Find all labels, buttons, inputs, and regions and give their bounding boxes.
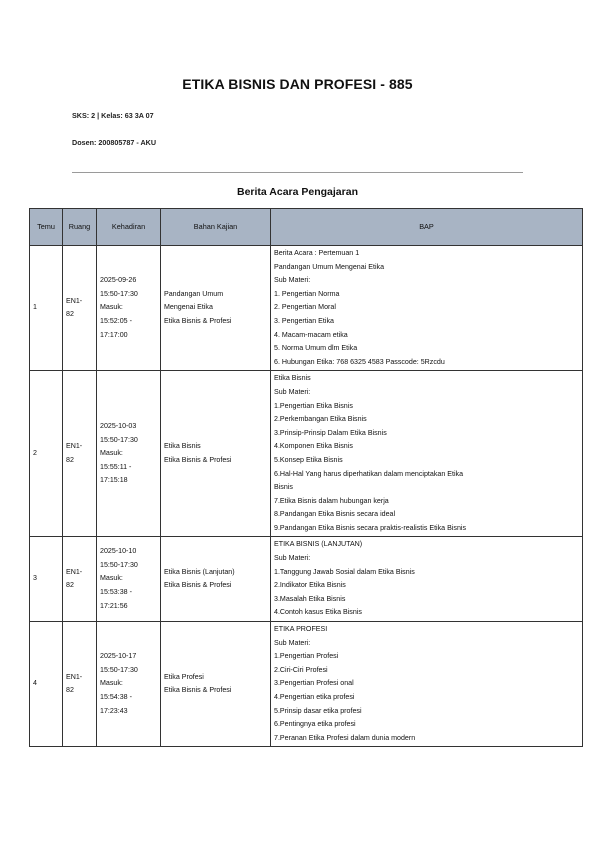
cell-bahan-kajian [161,537,271,622]
cell-bahan-kajian [161,622,271,747]
header-bap: BAP [271,209,583,246]
bahan-line: Etika Bisnis & Profesi [164,455,232,464]
bap-line: 7.Peranan Etika Profesi dalam dunia modern [274,733,416,742]
bap-line: Pandangan Umum Mengenai Etika [274,262,385,271]
bap-line: ETIKA PROFESI [274,625,328,634]
kehadiran-line: 15:50-17:30 [100,665,138,674]
ruang-line: EN1- [66,672,83,681]
bap-line: 4.Pengertian etika profesi [274,693,355,701]
bahan-line: Etika Bisnis & Profesi [164,316,232,325]
bap-line: 5.Konsep Etika Bisnis [274,455,343,464]
bap-line: 9.Pandangan Etika Bisnis secara praktis-realistis Etika Bisnis [274,523,467,532]
bap-line: 1.Tanggung Jawab Sosial dalam Etika Bisnis [274,567,415,576]
kehadiran-line: Masuk: [100,574,123,583]
bap-line: Berita Acara : Pertemuan 1 [274,249,360,257]
bahan-line: Etika Bisnis [164,442,201,451]
kehadiran-line: 17:23:43 [100,706,128,715]
kehadiran-line: 2025-10-10 [100,547,137,556]
kehadiran-line: 17:21:56 [100,601,128,610]
lecturer-info: Dosen: 200805787 - AKU [72,138,157,147]
kehadiran-line: 15:50-17:30 [100,435,138,444]
cell-kehadiran [97,371,161,537]
temu-number: 3 [33,574,37,583]
kehadiran-line: 15:53:38 - [100,588,132,597]
cell-ruang [63,537,97,622]
bap-line: 1. Pengertian Norma [274,289,340,298]
cell-bap [271,246,583,371]
bap-line: 1.Pengertian Profesi [274,652,339,661]
bap-line: 2.Perkembangan Etika Bisnis [274,415,367,424]
cell-bap [271,537,583,622]
bap-line: 6.Hal-Hal Yang harus diperhatikan dalam menciptakan Etika [274,469,464,478]
cell-kehadiran [97,246,161,371]
bap-line: 3.Prinsip-Prinsip Dalam Etika Bisnis [274,428,387,437]
bap-line: ETIKA BISNIS (LANJUTAN) [274,540,363,549]
bap-line: 5.Prinsip dasar etika profesi [274,706,362,715]
bap-line: 2. Pengertian Moral [274,303,336,312]
bahan-line: Etika Bisnis & Profesi [164,686,232,695]
cell-bap [271,622,583,747]
bahan-line: Etika Bisnis (Lanjutan) [164,567,235,576]
kehadiran-line: 15:55:11 - [100,462,132,471]
document-title: ETIKA BISNIS DAN PROFESI - 885 [182,76,413,92]
kehadiran-line: 17:17:00 [100,330,128,339]
header-kehadiran: Kehadiran [97,209,161,246]
table-row [30,537,583,622]
ruang-line: EN1- [66,442,83,451]
kehadiran-line: 15:54:38 - [100,693,132,701]
header-temu: Temu [30,209,63,246]
kehadiran-line: 15:50-17:30 [100,560,138,569]
table-row [30,622,583,747]
bahan-line: Pandangan Umum [164,289,224,298]
bap-line: 6. Hubungan Etika: 768 6325 4583 Passcode: 5Rzcdu [274,357,445,366]
cell-ruang [63,246,97,371]
ruang-line: 82 [66,310,74,319]
bahan-line: Etika Profesi [164,672,204,681]
ruang-line: EN1- [66,296,83,305]
cell-ruang [63,622,97,747]
ruang-line: 82 [66,455,74,464]
bap-line: 3.Pengertian Profesi onal [274,679,354,688]
kehadiran-line: 15:52:05 - [100,316,132,325]
bap-line: 1.Pengertian Etika Bisnis [274,401,353,410]
cell-kehadiran [97,622,161,747]
bap-line: Bisnis [274,483,293,492]
bap-line: 4.Contoh kasus Etika Bisnis [274,608,362,617]
kehadiran-line: 2025-10-03 [100,421,137,430]
table-header-row [30,209,583,246]
temu-number: 2 [33,449,37,458]
cell-temu [30,537,63,622]
temu-number: 4 [33,679,37,688]
bap-line: 2.Ciri-Ciri Profesi [274,665,328,674]
kehadiran-line: 2025-10-17 [100,652,137,661]
bap-line: Sub Materi: [274,638,311,647]
kehadiran-line: Masuk: [100,679,123,688]
header-bahan-kajian: Bahan Kajian [161,209,271,246]
cell-temu [30,371,63,537]
teaching-record-table [29,208,583,747]
bap-line: Sub Materi: [274,387,311,396]
bap-line: 8.Pandangan Etika Bisnis secara ideal [274,510,396,519]
bap-line: Sub Materi: [274,276,311,285]
header-ruang: Ruang [63,209,97,246]
cell-temu [30,246,63,371]
bap-line: 4.Komponen Etika Bisnis [274,442,353,451]
bap-line: 6.Pentingnya etika profesi [274,720,356,729]
ruang-line: EN1- [66,567,83,576]
section-title: Berita Acara Pengajaran [236,186,358,198]
kehadiran-line: Masuk: [100,449,123,458]
kehadiran-line: 17:15:18 [100,476,128,485]
bahan-line: Mengenai Etika [164,303,213,312]
cell-ruang [63,371,97,537]
cell-bap [271,371,583,537]
cell-temu [30,622,63,747]
bap-line: Sub Materi: [274,554,311,563]
temu-number: 1 [33,303,37,312]
table-body [30,246,583,747]
table-row [30,246,583,371]
ruang-line: 82 [66,581,74,590]
bap-line: 7.Etika Bisnis dalam hubungan kerja [274,496,389,505]
bap-line: Etika Bisnis [274,374,311,383]
cell-bahan-kajian [161,246,271,371]
bahan-line: Etika Bisnis & Profesi [164,581,232,590]
bap-line: 3.Masalah Etika Bisnis [274,594,346,603]
cell-kehadiran [97,537,161,622]
kehadiran-line: Masuk: [100,303,123,312]
ruang-line: 82 [66,686,74,695]
bap-line: 3. Pengertian Etika [274,316,334,325]
table-row [30,371,583,537]
kehadiran-line: 15:50-17:30 [100,289,138,298]
cell-bahan-kajian [161,371,271,537]
bap-line: 2.Indikator Etika Bisnis [274,581,346,590]
bap-line: 4. Macam-macam etika [274,330,348,339]
bap-line: 5. Norma Umum dlm Etika [274,344,358,353]
divider-line [72,172,523,173]
course-info: SKS: 2 | Kelas: 63 3A 07 [72,111,154,120]
kehadiran-line: 2025-09-26 [100,276,137,285]
